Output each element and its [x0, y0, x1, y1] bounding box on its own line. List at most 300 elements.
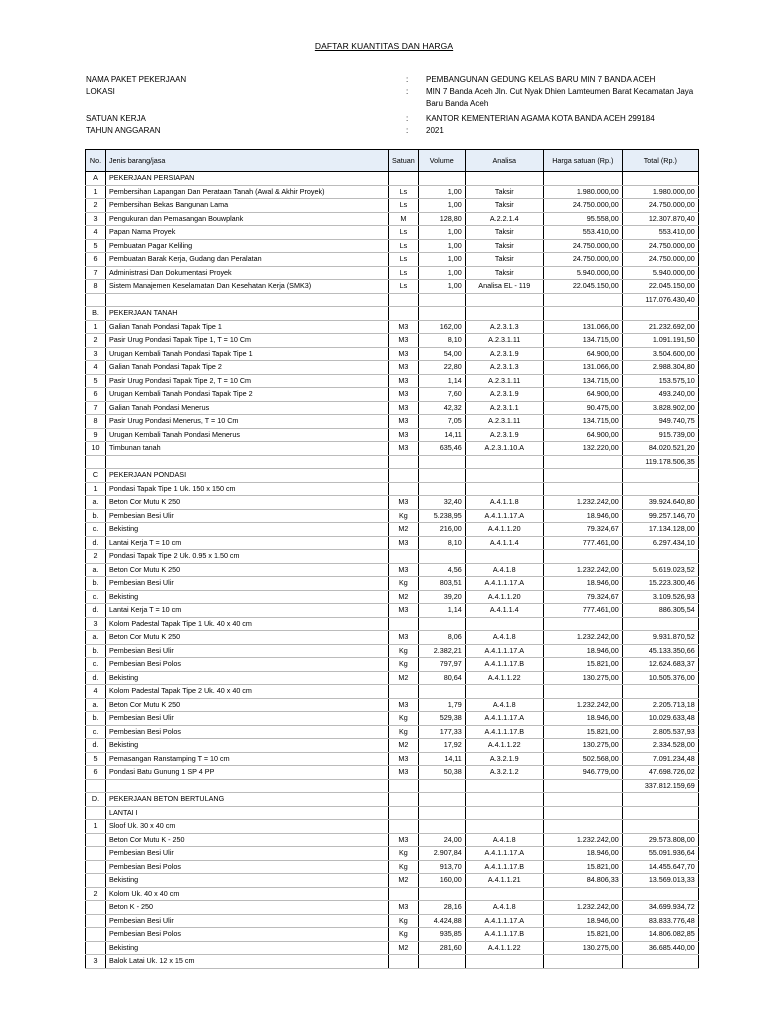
cell-volume	[418, 779, 465, 793]
table-row	[86, 509, 699, 523]
cell-no: 1	[86, 185, 106, 199]
cell-unit: M2	[389, 941, 419, 955]
cell-unit-price: 18.946,00	[543, 509, 622, 523]
cell-item: Urugan Kembali Tanah Pondasi Tapak Tipe 2	[106, 388, 389, 402]
table-row	[86, 307, 699, 321]
cell-unit-price: 553.410,00	[543, 226, 622, 240]
cell-unit-price: 946.779,00	[543, 766, 622, 780]
cell-no: 6	[86, 766, 106, 780]
cell-no	[86, 941, 106, 955]
cell-item: PEKERJAAN TANAH	[106, 307, 389, 321]
cell-total: 47.698.726,02	[622, 766, 698, 780]
cell-no: b.	[86, 712, 106, 726]
cell-total	[622, 469, 698, 483]
table-row	[86, 631, 699, 645]
info-label: LOKASI	[86, 87, 115, 96]
cell-analysis: Taksir	[465, 239, 543, 253]
cell-unit	[389, 550, 419, 564]
header-volume: Volume	[418, 150, 465, 172]
table-row	[86, 806, 699, 820]
cell-unit	[389, 455, 419, 469]
cell-item: Beton Cor Mutu K - 250	[106, 833, 389, 847]
table-row	[86, 226, 699, 240]
cell-unit	[389, 172, 419, 186]
table-row	[86, 820, 699, 834]
cell-unit-price: 79.324,67	[543, 590, 622, 604]
cell-total: 7.091.234,48	[622, 752, 698, 766]
table-row	[86, 212, 699, 226]
cell-unit-price: 22.045.150,00	[543, 280, 622, 294]
cell-no: 7	[86, 266, 106, 280]
cell-item: Pembesian Besi Ulir	[106, 577, 389, 591]
cell-volume: 2.907,84	[418, 847, 465, 861]
info-label: NAMA PAKET PEKERJAAN	[86, 75, 187, 84]
cell-total: 22.045.150,00	[622, 280, 698, 294]
cell-total	[622, 617, 698, 631]
cell-unit-price: 777.461,00	[543, 536, 622, 550]
table-row	[86, 604, 699, 618]
cell-item	[106, 779, 389, 793]
cell-unit: M3	[389, 401, 419, 415]
table-row	[86, 590, 699, 604]
table-row	[86, 793, 699, 807]
table-row	[86, 401, 699, 415]
cell-no: b.	[86, 644, 106, 658]
table-row	[86, 536, 699, 550]
cell-item: Pembesian Besi Polos	[106, 860, 389, 874]
cell-volume: 1,79	[418, 698, 465, 712]
cell-analysis: Taksir	[465, 253, 543, 267]
cell-volume	[418, 955, 465, 969]
cell-no: 4	[86, 685, 106, 699]
cell-volume: 80,64	[418, 671, 465, 685]
cell-volume: 281,60	[418, 941, 465, 955]
cell-total: 14.455.647,70	[622, 860, 698, 874]
cell-volume: 4.424,88	[418, 914, 465, 928]
cell-no: b.	[86, 577, 106, 591]
cell-unit: M3	[389, 388, 419, 402]
cell-analysis: A.2.3.1.3	[465, 320, 543, 334]
cell-total: 493.240,00	[622, 388, 698, 402]
cell-total: 45.133.350,66	[622, 644, 698, 658]
cell-no: 5	[86, 374, 106, 388]
cell-total: 2.805.537,93	[622, 725, 698, 739]
cell-unit-price: 15.821,00	[543, 860, 622, 874]
cell-total: 12.624.683,37	[622, 658, 698, 672]
cell-volume	[418, 455, 465, 469]
cell-total	[622, 550, 698, 564]
table-row	[86, 833, 699, 847]
cell-volume: 935,85	[418, 928, 465, 942]
cell-analysis: A.2.2.1.4	[465, 212, 543, 226]
quantity-price-table	[85, 149, 699, 969]
cell-analysis: A.3.2.1.2	[465, 766, 543, 780]
cell-no: 3	[86, 617, 106, 631]
cell-no: c.	[86, 658, 106, 672]
cell-item: Administrasi Dan Dokumentasi Proyek	[106, 266, 389, 280]
cell-total: 1.091.191,50	[622, 334, 698, 348]
cell-unit-price: 1.980.000,00	[543, 185, 622, 199]
cell-item: PEKERJAAN PONDASI	[106, 469, 389, 483]
cell-volume: 1,00	[418, 185, 465, 199]
cell-total: 153.575,10	[622, 374, 698, 388]
cell-no: a.	[86, 496, 106, 510]
cell-volume	[418, 482, 465, 496]
cell-unit: M3	[389, 347, 419, 361]
table-row	[86, 779, 699, 793]
cell-no	[86, 847, 106, 861]
cell-unit-price: 18.946,00	[543, 914, 622, 928]
table-row	[86, 469, 699, 483]
cell-item: Pasir Urug Pondasi Menerus, T = 10 Cm	[106, 415, 389, 429]
cell-item: Beton K - 250	[106, 901, 389, 915]
cell-analysis: A.4.1.1.22	[465, 739, 543, 753]
cell-volume: 128,80	[418, 212, 465, 226]
cell-unit-price: 18.946,00	[543, 847, 622, 861]
cell-volume	[418, 806, 465, 820]
info-colon: :	[406, 126, 409, 135]
table-row	[86, 172, 699, 186]
cell-analysis: Analisa EL - 119	[465, 280, 543, 294]
cell-unit	[389, 806, 419, 820]
cell-volume: 635,46	[418, 442, 465, 456]
cell-unit-price: 90.475,00	[543, 401, 622, 415]
cell-no: 3	[86, 212, 106, 226]
cell-total	[622, 172, 698, 186]
table-row	[86, 455, 699, 469]
table-row	[86, 685, 699, 699]
cell-unit: M2	[389, 874, 419, 888]
cell-item	[106, 455, 389, 469]
cell-total	[622, 887, 698, 901]
table-row	[86, 361, 699, 375]
table-row	[86, 712, 699, 726]
cell-total: 12.307.870,40	[622, 212, 698, 226]
cell-no: c.	[86, 523, 106, 537]
info-value: PEMBANGUNAN GEDUNG KELAS BARU MIN 7 BANDA ACEH	[426, 75, 656, 84]
cell-analysis: A.2.3.1.1	[465, 401, 543, 415]
cell-item: Pembesian Besi Ulir	[106, 847, 389, 861]
cell-volume: 1,00	[418, 266, 465, 280]
cell-unit-price: 502.568,00	[543, 752, 622, 766]
table-row	[86, 523, 699, 537]
cell-total: 886.305,54	[622, 604, 698, 618]
cell-unit: M3	[389, 604, 419, 618]
cell-total: 13.569.013,33	[622, 874, 698, 888]
cell-unit: M2	[389, 590, 419, 604]
cell-item: Pondasi Tapak Tipe 2 Uk. 0.95 x 1.50 cm	[106, 550, 389, 564]
cell-unit-price: 15.821,00	[543, 928, 622, 942]
cell-unit: M3	[389, 428, 419, 442]
cell-unit-price: 132.220,00	[543, 442, 622, 456]
cell-volume	[418, 685, 465, 699]
cell-unit-price: 18.946,00	[543, 577, 622, 591]
cell-total: 2.334.528,00	[622, 739, 698, 753]
cell-unit-price: 18.946,00	[543, 712, 622, 726]
cell-analysis: A.4.1.8	[465, 563, 543, 577]
cell-unit: M	[389, 212, 419, 226]
cell-unit: M3	[389, 833, 419, 847]
table-row	[86, 617, 699, 631]
cell-item: Urugan Kembali Tanah Pondasi Tapak Tipe 1	[106, 347, 389, 361]
cell-volume: 1,00	[418, 239, 465, 253]
cell-total: 34.699.934,72	[622, 901, 698, 915]
cell-unit: M3	[389, 631, 419, 645]
cell-unit-price	[543, 550, 622, 564]
cell-unit-price: 130.275,00	[543, 941, 622, 955]
cell-unit-price: 1.232.242,00	[543, 563, 622, 577]
cell-unit-price: 1.232.242,00	[543, 833, 622, 847]
cell-unit-price: 84.806,33	[543, 874, 622, 888]
cell-analysis	[465, 617, 543, 631]
cell-item: Pondasi Tapak Tipe 1 Uk. 150 x 150 cm	[106, 482, 389, 496]
cell-analysis: A.2.3.1.9	[465, 428, 543, 442]
cell-no: c.	[86, 725, 106, 739]
cell-unit	[389, 685, 419, 699]
cell-analysis: A.4.1.8	[465, 631, 543, 645]
info-colon: :	[406, 114, 409, 123]
cell-analysis: A.4.1.1.4	[465, 604, 543, 618]
cell-total: 24.750.000,00	[622, 239, 698, 253]
table-body	[86, 172, 699, 969]
header-no: No.	[86, 150, 106, 172]
cell-total: 915.739,00	[622, 428, 698, 442]
table-row	[86, 563, 699, 577]
cell-unit: Kg	[389, 509, 419, 523]
header-analysis: Analisa	[465, 150, 543, 172]
cell-item: Galian Tanah Pondasi Tapak Tipe 2	[106, 361, 389, 375]
cell-volume	[418, 307, 465, 321]
document-title: DAFTAR KUANTITAS DAN HARGA	[314, 41, 454, 51]
table-row	[86, 901, 699, 915]
cell-volume	[418, 293, 465, 307]
table-row	[86, 941, 699, 955]
cell-unit-price: 130.275,00	[543, 671, 622, 685]
cell-volume	[418, 887, 465, 901]
cell-analysis: A.4.1.1.17.B	[465, 928, 543, 942]
cell-unit-price: 134.715,00	[543, 334, 622, 348]
cell-unit: M3	[389, 536, 419, 550]
cell-item: Lantai Kerja T = 10 cm	[106, 536, 389, 550]
cell-unit-price: 79.324,67	[543, 523, 622, 537]
cell-volume: 4,56	[418, 563, 465, 577]
cell-unit: M3	[389, 442, 419, 456]
cell-unit-price	[543, 685, 622, 699]
cell-total: 99.257.146,70	[622, 509, 698, 523]
cell-item: Beton Cor Mutu K 250	[106, 563, 389, 577]
cell-unit: M3	[389, 766, 419, 780]
cell-item: PEKERJAAN PERSIAPAN	[106, 172, 389, 186]
cell-no: 9	[86, 428, 106, 442]
cell-item: Bekisting	[106, 739, 389, 753]
cell-volume: 42,32	[418, 401, 465, 415]
cell-unit: Ls	[389, 253, 419, 267]
cell-item: Pembesian Besi Ulir	[106, 644, 389, 658]
cell-item: Pengukuran dan Pemasangan Bouwplank	[106, 212, 389, 226]
cell-unit: Kg	[389, 658, 419, 672]
cell-no: d.	[86, 536, 106, 550]
table-row	[86, 725, 699, 739]
cell-unit: Ls	[389, 199, 419, 213]
cell-no: 8	[86, 415, 106, 429]
cell-item: PEKERJAAN BETON BERTULANG	[106, 793, 389, 807]
cell-analysis: A.4.1.1.17.B	[465, 725, 543, 739]
cell-unit: M3	[389, 901, 419, 915]
cell-unit-price	[543, 779, 622, 793]
cell-analysis: A.2.3.1.3	[465, 361, 543, 375]
cell-volume: 22,80	[418, 361, 465, 375]
info-row	[86, 99, 726, 111]
cell-total: 39.924.640,80	[622, 496, 698, 510]
table-row	[86, 671, 699, 685]
cell-unit	[389, 482, 419, 496]
table-row	[86, 239, 699, 253]
cell-volume: 913,70	[418, 860, 465, 874]
cell-analysis: A.2.3.1.9	[465, 388, 543, 402]
cell-no	[86, 860, 106, 874]
cell-analysis: A.4.1.1.17.A	[465, 914, 543, 928]
header-unit-price: Harga satuan (Rp.)	[543, 150, 622, 172]
cell-total	[622, 307, 698, 321]
cell-unit-price: 64.900,00	[543, 347, 622, 361]
cell-volume	[418, 617, 465, 631]
info-row	[86, 114, 726, 126]
header-unit: Satuan	[389, 150, 419, 172]
cell-unit: M3	[389, 752, 419, 766]
cell-no: 6	[86, 253, 106, 267]
cell-analysis	[465, 955, 543, 969]
cell-no	[86, 293, 106, 307]
cell-item: Pembuatan Barak Kerja, Gudang dan Peralatan	[106, 253, 389, 267]
cell-no: 3	[86, 955, 106, 969]
cell-total: 553.410,00	[622, 226, 698, 240]
cell-volume: 2.382,21	[418, 644, 465, 658]
cell-volume: 160,00	[418, 874, 465, 888]
cell-analysis	[465, 887, 543, 901]
cell-total	[622, 806, 698, 820]
cell-no: 2	[86, 887, 106, 901]
cell-volume: 24,00	[418, 833, 465, 847]
cell-no: 1	[86, 482, 106, 496]
cell-analysis: A.4.1.1.17.A	[465, 644, 543, 658]
cell-volume: 1,14	[418, 604, 465, 618]
cell-analysis: A.2.3.1.11	[465, 334, 543, 348]
cell-volume	[418, 469, 465, 483]
cell-unit	[389, 955, 419, 969]
cell-no: 10	[86, 442, 106, 456]
cell-unit-price: 131.066,00	[543, 361, 622, 375]
table-row	[86, 766, 699, 780]
cell-volume: 529,38	[418, 712, 465, 726]
cell-analysis	[465, 685, 543, 699]
table-row	[86, 644, 699, 658]
cell-analysis: A.4.1.1.17.B	[465, 860, 543, 874]
cell-unit-price: 1.232.242,00	[543, 496, 622, 510]
cell-analysis: A.2.3.1.11	[465, 374, 543, 388]
cell-unit-price	[543, 820, 622, 834]
cell-analysis: A.4.1.8	[465, 833, 543, 847]
cell-volume: 28,16	[418, 901, 465, 915]
cell-item: Urugan Kembali Tanah Pondasi Menerus	[106, 428, 389, 442]
cell-analysis: A.4.1.8	[465, 698, 543, 712]
table-row	[86, 914, 699, 928]
cell-item: Bekisting	[106, 874, 389, 888]
cell-unit-price: 24.750.000,00	[543, 199, 622, 213]
cell-no: C	[86, 469, 106, 483]
cell-total: 119.178.506,35	[622, 455, 698, 469]
cell-item: Pemasangan Ranstamping T = 10 cm	[106, 752, 389, 766]
cell-total: 36.685.440,00	[622, 941, 698, 955]
cell-item: Sistem Manajemen Keselamatan Dan Kesehatan Kerja (SMK3)	[106, 280, 389, 294]
cell-analysis: A.4.1.1.20	[465, 590, 543, 604]
cell-item: Pembersihan Bekas Bangunan Lama	[106, 199, 389, 213]
cell-unit-price: 131.066,00	[543, 320, 622, 334]
cell-analysis	[465, 172, 543, 186]
cell-total: 24.750.000,00	[622, 253, 698, 267]
cell-no: 4	[86, 226, 106, 240]
cell-unit-price: 134.715,00	[543, 415, 622, 429]
cell-total	[622, 793, 698, 807]
cell-unit: M3	[389, 698, 419, 712]
table-row	[86, 887, 699, 901]
cell-analysis	[465, 779, 543, 793]
cell-no: a.	[86, 698, 106, 712]
cell-item: Galian Tanah Pondasi Menerus	[106, 401, 389, 415]
info-value: 2021	[426, 126, 444, 135]
info-row	[86, 87, 726, 99]
cell-item: Beton Cor Mutu K 250	[106, 496, 389, 510]
cell-unit-price: 1.232.242,00	[543, 901, 622, 915]
cell-item: Beton Cor Mutu K 250	[106, 631, 389, 645]
cell-analysis	[465, 482, 543, 496]
cell-no: 6	[86, 388, 106, 402]
table-row	[86, 860, 699, 874]
cell-analysis	[465, 806, 543, 820]
cell-unit: M3	[389, 496, 419, 510]
cell-unit: Ls	[389, 185, 419, 199]
cell-no	[86, 874, 106, 888]
table-row	[86, 698, 699, 712]
cell-item: Lantai Kerja T = 10 cm	[106, 604, 389, 618]
cell-unit: M3	[389, 563, 419, 577]
info-colon: :	[406, 87, 409, 96]
cell-total: 117.076.430,40	[622, 293, 698, 307]
cell-volume: 7,05	[418, 415, 465, 429]
info-row	[86, 75, 726, 87]
cell-no: 7	[86, 401, 106, 415]
cell-item: Pasir Urug Pondasi Tapak Tipe 2, T = 10 Cm	[106, 374, 389, 388]
cell-unit: M3	[389, 415, 419, 429]
cell-unit-price: 134.715,00	[543, 374, 622, 388]
cell-unit-price	[543, 955, 622, 969]
cell-item: Bekisting	[106, 523, 389, 537]
cell-item: Pembesian Besi Polos	[106, 658, 389, 672]
info-colon: :	[406, 75, 409, 84]
cell-unit	[389, 820, 419, 834]
table-row	[86, 388, 699, 402]
cell-unit	[389, 469, 419, 483]
cell-volume: 797,97	[418, 658, 465, 672]
cell-item: Bekisting	[106, 941, 389, 955]
cell-item: LANTAI I	[106, 806, 389, 820]
cell-analysis	[465, 469, 543, 483]
cell-no: 1	[86, 320, 106, 334]
cell-volume: 1,00	[418, 226, 465, 240]
cell-unit-price	[543, 469, 622, 483]
cell-unit: Kg	[389, 914, 419, 928]
cell-total	[622, 955, 698, 969]
cell-unit: Kg	[389, 847, 419, 861]
